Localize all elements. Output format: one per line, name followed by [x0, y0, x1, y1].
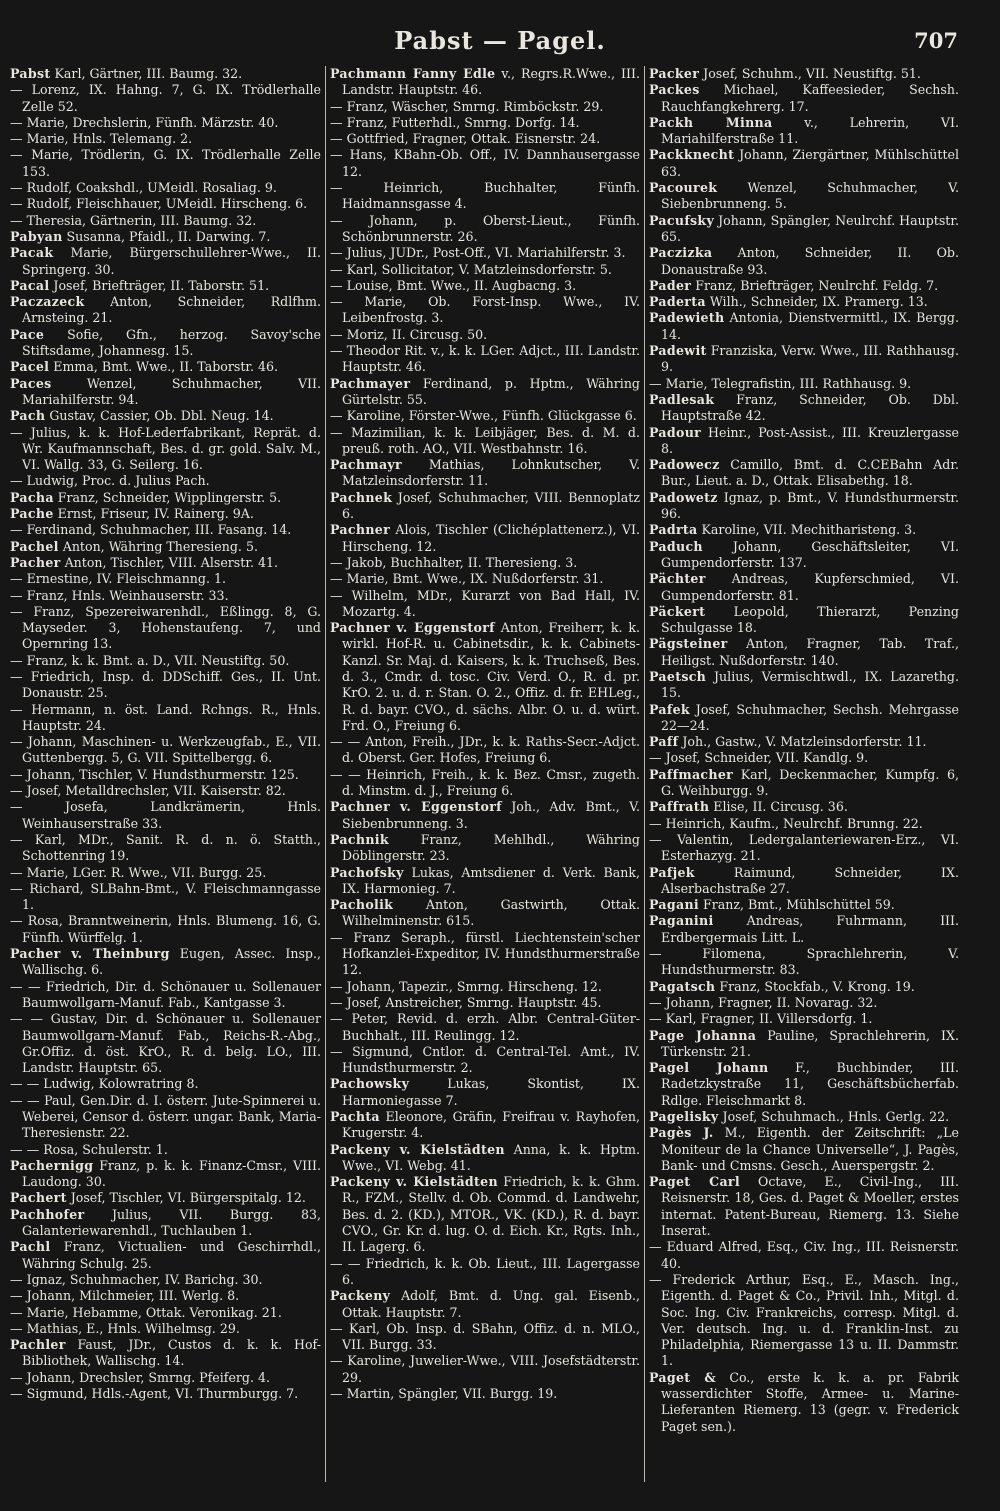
directory-entry: — Heinrich, Kaufm., Neulrchf. Brunng. 22.	[649, 815, 923, 831]
directory-entry: Pachel Anton, Währing Theresieng. 5.	[10, 538, 258, 554]
directory-entry: — Johann, Fragner, II. Novarag. 32.	[649, 994, 878, 1010]
directory-entry: Pachner Alois, Tischler (Clichéplattenerz.), VI. Hirscheng. 12.	[330, 522, 640, 554]
directory-entry: — Eduard Alfred, Esq., Civ. Ing., III. Reisnerstr. 40.	[649, 1239, 959, 1271]
directory-entry: Pacourek Wenzel, Schuhmacher, V. Siebenbrunneng. 5.	[649, 180, 959, 212]
entry-list	[330, 66, 640, 1402]
directory-entry: Padewieth Antonia, Dienstvermittl., IX. Bergg. 14.	[649, 310, 959, 342]
directory-entry: — Johann, Drechsler, Smrng. Pfeiferg. 4.	[10, 1369, 270, 1385]
directory-entry: Padowecz Camillo, Bmt. d. C.CEBahn Adr. Bur., Lieut. a. D., Ottak. Elisabethg. 18.	[649, 457, 959, 489]
directory-entry: — Theodor Rit. v., k. k. LGer. Adjct., III. Landstr. Hauptstr. 46.	[330, 343, 640, 375]
directory-entry: — — Rosa, Schulerstr. 1.	[10, 1141, 168, 1157]
directory-entry: Pachmayr Mathias, Lohnkutscher, V. Matzleinsdorferstr. 11.	[330, 457, 640, 489]
directory-entry: Pacufsky Johann, Spängler, Neulrchf. Hauptstr. 65.	[649, 212, 959, 244]
directory-entry: Pace Sofie, Gfn., herzog. Savoy'sche Stiftsdame, Johannesg. 15.	[10, 326, 321, 359]
directory-entry: — Jakob, Buchhalter, II. Theresieng. 3.	[330, 554, 578, 570]
directory-entry: — Karl, MDr., Sanit. R. d. n. ö. Statth., Schottenring 19.	[10, 831, 321, 864]
directory-entry: Paff Joh., Gastw., V. Matzleinsdorferstr. 11.	[649, 734, 927, 750]
directory-entry: Packh Minna v., Lehrerin, VI. Mariahilferstraße 11.	[649, 114, 959, 147]
directory-entry: — Johann, Tapezir., Smrng. Hirscheng. 12.	[330, 978, 602, 994]
directory-entry: — Marie, Trödlerin, G. IX. Trödlerhalle Zelle 153.	[10, 147, 321, 179]
directory-entry: — Rudolf, Coakshdl., UMeidl. Rosaliag. 9.	[10, 180, 277, 196]
directory-entry: — Marie, Hnls. Telemang. 2.	[10, 131, 193, 147]
directory-entry: Pagelisky Josef, Schuhmach., Hnls. Gerlg. 22.	[649, 1109, 950, 1124]
directory-entry: Pacholik Anton, Gastwirth, Ottak. Wilhelminenstr. 615.	[330, 897, 640, 929]
directory-entry: — Wilhelm, MDr., Kurarzt von Bad Hall, IV. Mozartg. 4.	[330, 587, 640, 619]
directory-entry: Pabst Karl, Gärtner, III. Baumg. 32.	[10, 66, 243, 81]
directory-entry: Page Johanna Pauline, Sprachlehrerin, IX. Türkenstr. 21.	[649, 1027, 959, 1059]
page-title: Pabst — Pagel.	[394, 26, 606, 55]
directory-entry: Pachta Eleonore, Gräfin, Freifrau v. Rayhofen, Krugerstr. 4.	[330, 1109, 640, 1141]
directory-entry: — Josef, Metalldrechsler, VII. Kaiserstr. 82.	[10, 783, 286, 799]
directory-entry: — Hans, KBahn-Ob. Off., IV. Dannhausergasse 12.	[330, 147, 640, 179]
directory-entry: — Sigmund, Hdls.-Agent, VI. Thurmburgg. 7.	[10, 1386, 299, 1402]
directory-entry: Pach Gustav, Cassier, Ob. Dbl. Neug. 14.	[10, 408, 274, 424]
directory-entry: Paczizka Anton, Schneider, II. Ob. Donaustraße 93.	[649, 245, 959, 277]
directory-entry: — Franz, Spezereiwarenhdl., Eßlingg. 8, G. Mayseder. 3, Hohenstaufeng. 7, und Opernring 13.	[10, 603, 321, 652]
column-3	[644, 66, 963, 1482]
directory-entry: Pacel Emma, Bmt. Wwe., II. Taborstr. 46.	[10, 359, 279, 375]
directory-entry: — Gottfried, Fragner, Ottak. Eisnerstr. 24.	[330, 131, 601, 147]
directory-entry: — — Paul, Gen.Dir. d. I. österr. Jute-Spinnerei u. Weberei, Censor d. österr. ungar. Bank, Maria-Theresienstr. 22.	[10, 1092, 321, 1141]
directory-entry: Pachler Faust, JDr., Custos d. k. k. Hof-Bibliothek, Wallischg. 14.	[10, 1337, 321, 1369]
entry-list	[10, 66, 321, 1402]
page-number: 707	[914, 28, 958, 53]
directory-entry: — Hermann, n. öst. Land. Rchngs. R., Hnls. Hauptstr. 24.	[10, 701, 321, 733]
directory-entry: Pachmann Fanny Edle v., Regrs.R.Wwe., III. Landstr. Hauptstr. 46.	[330, 66, 640, 98]
directory-entry: Pabyan Susanna, Pfaidl., II. Darwing. 7.	[10, 228, 271, 244]
directory-entry: Pader Franz, Briefträger, Neulrchf. Feldg. 7.	[649, 277, 939, 293]
directory-entry: Padlesak Franz, Schneider, Ob. Dbl. Hauptstraße 42.	[649, 391, 959, 424]
directory-entry: Packeny v. Kielstädten Friedrich, k. k. Ghm. R., FZM., Stellv. d. Ob. Commd. d. Landwehr, Bes. d. 2. (KD.), MTOR., VK. (KD.), R. d. bayr. CVO., Gr. Kr. d. lug. O. d. Eich. Kr., Rgts. Inh., II. Lagerg. 6.	[330, 1174, 640, 1255]
directory-entry: Päckert Leopold, Thierarzt, Penzing Schulgasse 18.	[649, 603, 959, 636]
directory-entry: Pachhofer Julius, VII. Burgg. 83, Galanteriewarenhdl., Tuchlauben 1.	[10, 1206, 321, 1239]
directory-entry: — Heinrich, Buchhalter, Fünfh. Haidmannsgasse 4.	[330, 180, 640, 212]
directory-entry: — Marie, LGer. R. Wwe., VII. Burgg. 25.	[10, 864, 267, 880]
directory-entry: — Rosa, Branntweinerin, Hnls. Blumeng. 16, G. Fünfh. Würffelg. 1.	[10, 913, 321, 945]
directory-entry: Paces Wenzel, Schuhmacher, VII. Mariahilferstr. 94.	[10, 375, 321, 407]
directory-entry: Paduch Johann, Geschäftsleiter, VI. Gumpendorferstr. 137.	[649, 538, 959, 570]
directory-entry: — Richard, SLBahn-Bmt., V. Fleischmanngasse 1.	[10, 880, 321, 913]
directory-entry: — Johann, Maschinen- u. Werkzeugfab., E., VII. Guttenbergg. 5, G. VII. Spittelbergg. 6.	[10, 734, 321, 766]
directory-entry: Pacal Josef, Briefträger, II. Taborstr. 51.	[10, 277, 270, 293]
directory-entry: Paget Carl Octave, E., Civil-Ing., III. Reisnerstr. 18, Ges. d. Paget & Moeller, erstes internat. Patent-Bureau, Riemerg. 13. Siehe Inserat.	[649, 1174, 959, 1239]
directory-entry: — Moriz, II. Circusg. 50.	[330, 326, 488, 342]
directory-entry: Pachner v. Eggenstorf Joh., Adv. Bmt., V. Siebenbrunneng. 3.	[330, 799, 640, 831]
directory-entry: Pagès J. M., Eigenth. der Zeitschrift: „Le Moniteur de la Chance Universelle“, J. Pagès, Bank- und Cmsns. Gesch., Auerspergstr. 2.	[649, 1125, 959, 1173]
directory-entry: — Josefa, Landkrämerin, Hnls. Weinhauserstraße 33.	[10, 799, 321, 831]
directory-entry: Pacher v. Theinburg Eugen, Assec. Insp., Wallischg. 6.	[10, 946, 321, 978]
directory-entry: Pacak Marie, Bürgerschullehrer-Wwe., II. Springerg. 30.	[10, 245, 321, 277]
directory-entry: — Karl, Sollicitator, V. Matzleinsdorferstr. 5.	[330, 261, 612, 277]
directory-entry: Pachowsky Lukas, Skontist, IX. Harmoniegasse 7.	[330, 1076, 640, 1108]
directory-entry: Packknecht Johann, Ziergärtner, Mühlschüttel 63.	[649, 147, 959, 179]
directory-entry: — Karoline, Förster-Wwe., Fünfh. Glückgasse 6.	[330, 408, 637, 424]
directory-entry: — Franz, k. k. Bmt. a. D., VII. Neustiftg. 50.	[10, 652, 290, 668]
directory-entry: — Ludwig, Proc. d. Julius Pach.	[10, 473, 210, 489]
directory-entry: Pache Ernst, Friseur, IV. Rainerg. 9A.	[10, 506, 254, 522]
directory-entry: — Mathias, E., Hnls. Wilhelmsg. 29.	[10, 1320, 240, 1336]
directory-entry: Pachmayer Ferdinand, p. Hptm., Währing Gürtelstr. 55.	[330, 375, 640, 407]
column-2	[325, 66, 644, 1482]
directory-entry: — Julius, k. k. Hof-Lederfabrikant, Reprät. d. Wr. Kaufmannschaft, Bes. d. gr. gold. Salv. M., VI. Wallg. 33, G. Seilerg. 16.	[10, 424, 321, 473]
directory-entry: Pachl Franz, Victualien- und Geschirrhdl., Währing Schulg. 25.	[10, 1239, 321, 1271]
directory-entry: Pacha Franz, Schneider, Wipplingerstr. 5.	[10, 489, 282, 505]
directory-entry: Pachert Josef, Tischler, VI. Bürgerspitalg. 12.	[10, 1190, 306, 1206]
directory-entry: Pacher Anton, Tischler, VIII. Alserstr. 41.	[10, 554, 279, 570]
directory-entry: — Karl, Ob. Insp. d. SBahn, Offiz. d. n. MLO., VII. Burgg. 33.	[330, 1320, 640, 1353]
directory-entry: — Friedrich, Insp. d. DDSchiff. Ges., II. Unt. Donaustr. 25.	[10, 668, 321, 701]
directory-entry: — Filomena, Sprachlehrerin, V. Hundsthurmerstr. 83.	[649, 946, 959, 978]
directory-entry: Pagatsch Franz, Stockfab., V. Krong. 19.	[649, 978, 915, 994]
directory-entry: — — Friedrich, Dir. d. Schönauer u. Sollenauer Baumwollgarn-Manuf. Fab., Kantgasse 3.	[10, 978, 321, 1010]
directory-entry: — Johann, Milchmeier, III. Werlg. 8.	[10, 1288, 240, 1304]
directory-entry: — Peter, Revid. d. erzh. Albr. Central-Güter-Buchhalt., III. Reulingg. 12.	[330, 1011, 640, 1043]
directory-entry: Pachner v. Eggenstorf Anton, Freiherr, k. k. wirkl. Hof-R. u. Cabinetsdir., k. k. Cabinets-Kanzl. Sr. Maj. d. Kaisers, k. k. Truchseß, Bes. d. 3., Cmdr. d. tosc. Civ. Verd. O., R. d. pr. KrO. 2. u. d. r. Stan. O. 2., Offiz. d. fr. EHLeg., R. d. bayr. CVO., d. sächs. Albr. O. u. d. würt. Frd. O., Freiung 6.	[330, 620, 640, 733]
directory-entry: — Johann, p. Oberst-Lieut., Fünfh. Schönbrunnerstr. 26.	[330, 212, 640, 244]
directory-entry: — Marie, Bmt. Wwe., IX. Nußdorferstr. 31.	[330, 571, 604, 587]
directory-entry: — Franz, Hnls. Weinhauserstr. 33.	[10, 587, 229, 603]
directory-entry: Pagani Franz, Bmt., Mühlschüttel 59.	[649, 897, 895, 913]
directory-entry: — Karl, Fragner, II. Villersdorfg. 1.	[649, 1011, 873, 1027]
directory-entry: — — Gustav, Dir. d. Schönauer u. Sollenauer Baumwollgarn-Manuf. Fab., Reichs-R.-Abg., Gr.Offiz. d. öst. KrO., R. d. belg. LO., III. Landstr. Hauptstr. 65.	[10, 1011, 321, 1076]
directory-entry: Paderta Wilh., Schneider, IX. Pramerg. 13.	[649, 294, 928, 310]
directory-entry: Pafek Josef, Schuhmacher, Sechsh. Mehrgasse 22—24.	[649, 701, 959, 733]
directory-entry: Padewit Franziska, Verw. Wwe., III. Rathhausg. 9.	[649, 343, 959, 375]
directory-entry: — Theresia, Gärtnerin, III. Baumg. 32.	[10, 212, 257, 228]
directory-entry: Padour Heinr., Post-Assist., III. Kreuzlergasse 8.	[649, 424, 959, 456]
directory-entry: Packeny Adolf, Bmt. d. Ung. gal. Eisenb., Ottak. Hauptstr. 7.	[330, 1288, 640, 1320]
directory-columns	[6, 66, 964, 1482]
directory-entry: — Karoline, Juwelier-Wwe., VIII. Josefstädterstr. 29.	[330, 1353, 640, 1385]
directory-entry: — Mazimilian, k. k. Leibjäger, Bes. d. M. d. preuß. roth. AO., VII. Westbahnstr. 16.	[330, 424, 640, 456]
directory-entry: Paczazeck Anton, Schneider, Rdlfhm. Arnsteing. 21.	[10, 294, 321, 326]
directory-entry: — Louise, Bmt. Wwe., II. Augbacng. 3.	[330, 277, 577, 293]
directory-entry: Packes Michael, Kaffeesieder, Sechsh. Rauchfangkehrerg. 17.	[649, 82, 959, 114]
directory-entry: Pägsteiner Anton, Fragner, Tab. Traf., Heiligst. Nußdorferstr. 140.	[649, 636, 959, 668]
directory-entry: — — Friedrich, k. k. Ob. Lieut., III. Lagergasse 6.	[330, 1255, 640, 1287]
directory-entry: Pagel Johann F., Buchbinder, III. Radetzkystraße 11, Geschäftsbücherfab. Rdlge. Fleischmarkt 8.	[649, 1060, 959, 1108]
directory-entry: — Franz Seraph., fürstl. Liechtenstein'scher Hofkanzlei-Expeditor, IV. Hundsthurmerstraße 12.	[330, 929, 640, 978]
directory-entry: — Valentin, Ledergalanteriewaren-Erz., VI. Esterhazyg. 21.	[649, 831, 959, 864]
directory-entry: — Ernestine, IV. Fleischmanng. 1.	[10, 571, 226, 587]
directory-entry: — Lorenz, IX. Hahng. 7, G. IX. Trödlerhalle Zelle 52.	[10, 82, 321, 114]
directory-entry: Paetsch Julius, Vermischtwdl., IX. Lazarethg. 15.	[649, 668, 959, 701]
directory-entry: Pächter Andreas, Kupferschmied, VI. Gumpendorferstr. 81.	[649, 571, 959, 603]
directory-entry: Paganini Andreas, Fuhrmann, III. Erdbergermais Litt. L.	[649, 913, 959, 945]
directory-entry: — Franz, Wäscher, Smrng. Rimböckstr. 29.	[330, 98, 604, 114]
page-header	[0, 26, 1000, 60]
directory-entry: — Josef, Schneider, VII. Kandlg. 9.	[649, 750, 869, 766]
directory-entry: — Johann, Tischler, V. Hundsthurmerstr. 125.	[10, 766, 299, 782]
directory-entry: — Franz, Futterhdl., Smrng. Dorfg. 14.	[330, 114, 580, 130]
directory-entry: — Marie, Drechslerin, Fünfh. Märzstr. 40.	[10, 114, 279, 130]
directory-entry: — Frederick Arthur, Esq., E., Masch. Ing., Eigenth. d. Paget & Co., Privil. Inh., Mitgl. d. Soc. Ing. Civ. Frankreichs, corresp. Mitgl. d. Ver. deutsch. Ing. u. d. Franklin-Inst. zu Philadelphia, Riemergasse 13 u. II. Dammstr. 1.	[649, 1271, 959, 1369]
directory-entry: Packer Josef, Schuhm., VII. Neustiftg. 51.	[649, 66, 921, 81]
directory-entry: Pachnik Franz, Mehlhdl., Währing Döblingerstr. 23.	[330, 831, 640, 864]
directory-entry: — Rudolf, Fleischhauer, UMeidl. Hirscheng. 6.	[10, 196, 308, 212]
directory-entry: Pachernigg Franz, p. k. k. Finanz-Cmsr., VIII. Laudong. 30.	[10, 1157, 321, 1190]
directory-entry: — Martin, Spängler, VII. Burgg. 19.	[330, 1386, 558, 1402]
directory-entry: Paffrath Elise, II. Circusg. 36.	[649, 799, 848, 815]
directory-entry: — Ignaz, Schuhmacher, IV. Barichg. 30.	[10, 1271, 263, 1287]
directory-entry: — Marie, Telegrafistin, III. Rathhausg. 9.	[649, 375, 912, 391]
directory-entry: — — Ludwig, Kolowratring 8.	[10, 1076, 199, 1092]
directory-entry: — Marie, Hebamme, Ottak. Veronikag. 21.	[10, 1304, 282, 1320]
directory-entry: Paget & Co., erste k. k. a. pr. Fabrik wasserdichter Stoffe, Armee- u. Marine-Lieferanten Riemerg. 13 (gegr. v. Frederick Paget sen.).	[649, 1369, 959, 1434]
directory-entry: — Marie, Ob. Forst-Insp. Wwe., IV. Leibenfrostg. 3.	[330, 294, 640, 326]
directory-entry: Paffmacher Karl, Deckenmacher, Kumpfg. 6, G. Weihburgg. 9.	[649, 766, 959, 799]
directory-entry: Padrta Karoline, VII. Mechitharisteng. 3.	[649, 522, 917, 538]
directory-entry: — Sigmund, Cntlor. d. Central-Tel. Amt., IV. Hundsthurmerstr. 2.	[330, 1043, 640, 1076]
directory-entry: Packeny v. Kielstädten Anna, k. k. Hptm. Wwe., VI. Webg. 41.	[330, 1141, 640, 1173]
directory-entry: — Julius, JUDr., Post-Off., VI. Mariahilferstr. 3.	[330, 245, 626, 261]
directory-entry: — Ferdinand, Schuhmacher, III. Fasang. 14.	[10, 522, 292, 538]
entry-list	[649, 66, 959, 1435]
column-1	[6, 66, 325, 1482]
directory-entry: Pachnek Josef, Schuhmacher, VIII. Bennoplatz 6.	[330, 489, 640, 522]
directory-entry: — Josef, Anstreicher, Smrng. Hauptstr. 45.	[330, 994, 602, 1010]
directory-entry: — — Heinrich, Freih., k. k. Bez. Cmsr., zugeth. d. Minstm. d. J., Freiung 6.	[330, 766, 640, 799]
directory-entry: Pachofsky Lukas, Amtsdiener d. Verk. Bank, IX. Harmonieg. 7.	[330, 864, 640, 896]
directory-entry: Padowetz Ignaz, p. Bmt., V. Hundsthurmerstr. 96.	[649, 489, 959, 522]
directory-entry: — — Anton, Freih., JDr., k. k. Raths-Secr.-Adjct. d. Oberst. Ger. Hofes, Freiung 6.	[330, 734, 640, 766]
directory-entry: Pafjek Raimund, Schneider, IX. Alserbachstraße 27.	[649, 864, 959, 896]
